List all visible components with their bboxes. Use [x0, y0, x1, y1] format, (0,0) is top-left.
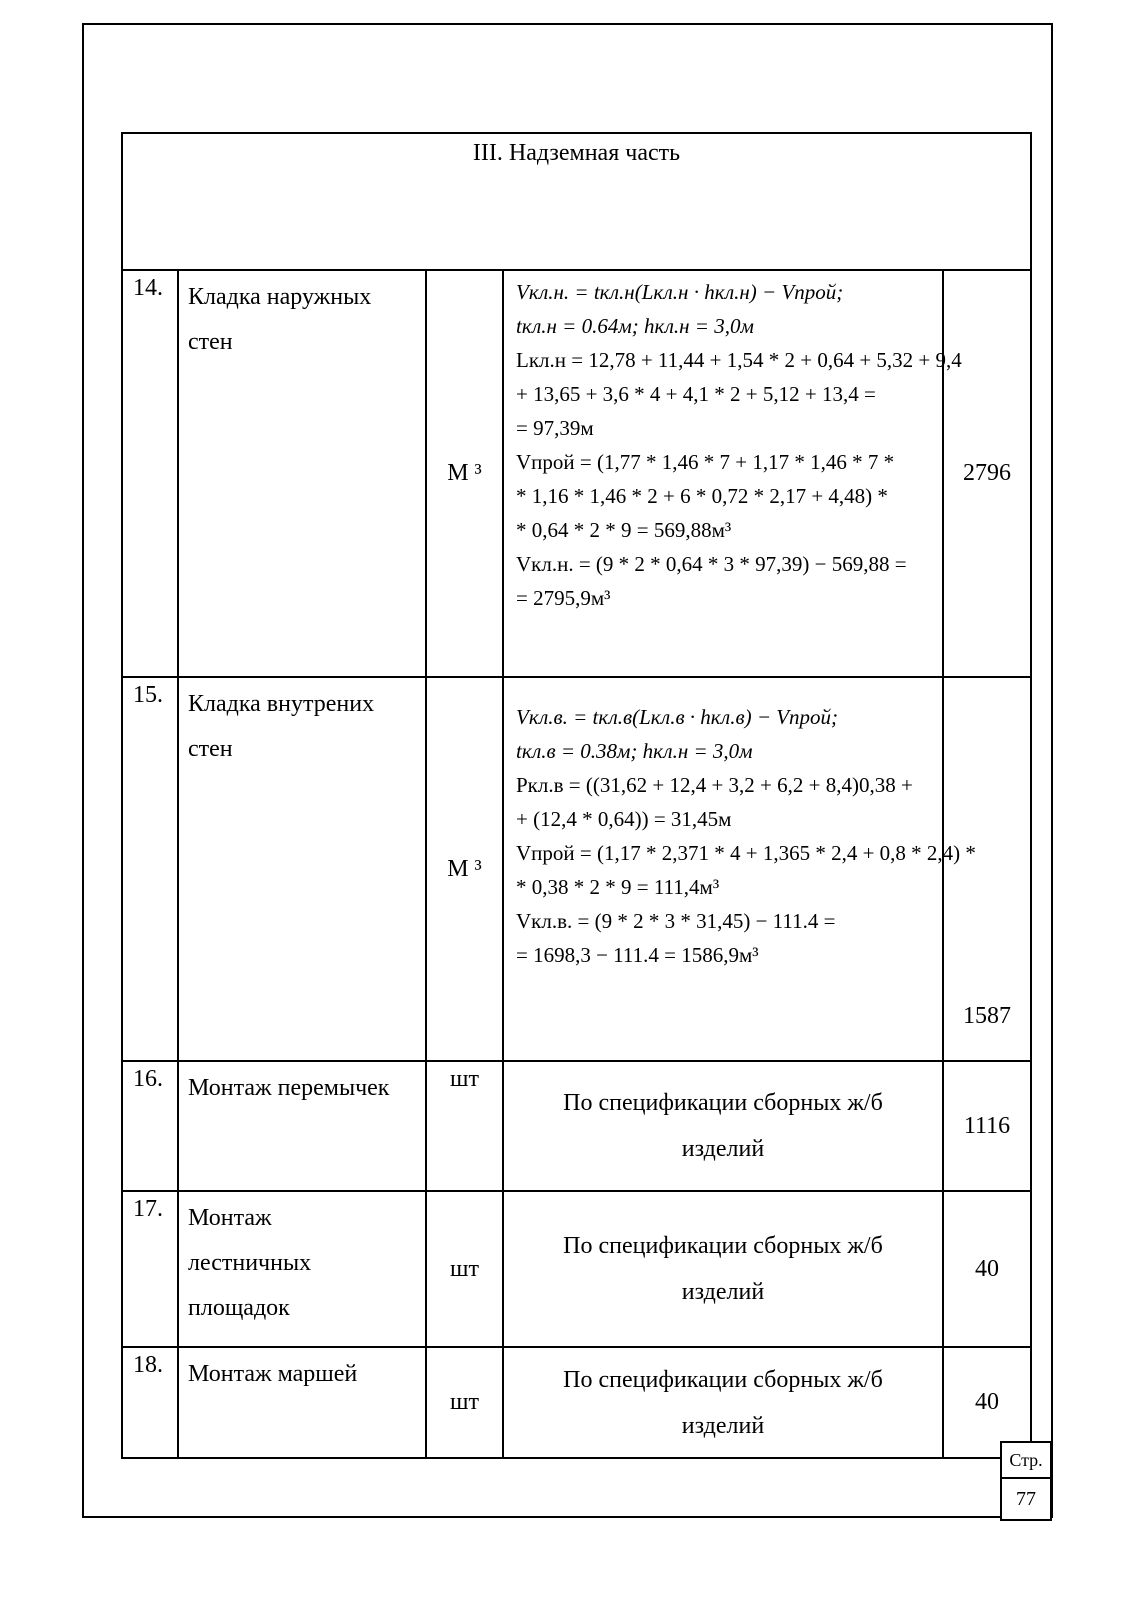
- work-name: [178, 677, 426, 1061]
- quantity-cell: 2796: [943, 270, 1031, 677]
- work-name-line: Монтаж перемычек: [188, 1075, 390, 1101]
- row-number: 15.: [122, 677, 178, 1061]
- page-number-stamp: [1000, 1441, 1052, 1521]
- specification-cell: [503, 1347, 943, 1458]
- work-name-line: Кладка наружных: [188, 284, 372, 310]
- row-number: 18.: [122, 1347, 178, 1458]
- quantity-cell: 40: [943, 1191, 1031, 1347]
- row-number: 16.: [122, 1061, 178, 1191]
- formula-line: + 13,65 + 3,6 * 4 + 4,1 * 2 + 5,12 + 13,4 =: [516, 382, 876, 406]
- spec-line: изделий: [681, 1279, 765, 1305]
- work-name-line: Монтаж маршей: [188, 1361, 358, 1387]
- spec-line: По спецификации сборных ж/б: [563, 1090, 883, 1116]
- formula-line: Pкл.в = ((31,62 + 12,4 + 3,2 + 6,2 + 8,4)0,38 +: [516, 773, 913, 797]
- work-name-line: Монтаж: [188, 1205, 272, 1231]
- formula-line: Vпрой = (1,17 * 2,371 * 4 + 1,365 * 2,4 + 0,8 * 2,4) *: [516, 841, 976, 865]
- formula-line: Vкл.в. = tкл.в(Lкл.в · hкл.в) − Vпрой;: [516, 705, 839, 729]
- work-name-line: лестничных: [188, 1250, 312, 1276]
- spec-line: По спецификации сборных ж/б: [563, 1366, 883, 1393]
- table-row: [122, 1061, 1031, 1191]
- unit-cell: М ³: [426, 677, 503, 1061]
- formula-line: * 0,64 * 2 * 9 = 569,88м³: [516, 518, 732, 542]
- table-row: [122, 270, 1031, 677]
- table-row: [122, 677, 1031, 1061]
- page-label: Стр.: [1002, 1443, 1050, 1479]
- formula-line: = 2795,9м³: [516, 586, 611, 610]
- formula-line: Lкл.н = 12,78 + 11,44 + 1,54 * 2 + 0,64 + 5,32 + 9,4: [516, 348, 962, 372]
- section-header-row: [122, 133, 1031, 270]
- formula-line: Vпрой = (1,77 * 1,46 * 7 + 1,17 * 1,46 * 7 *: [516, 450, 895, 474]
- specification-cell: [503, 1191, 943, 1347]
- formula-line: Vкл.в. = (9 * 2 * 3 * 31,45) − 111.4 =: [516, 909, 836, 933]
- formula-line: * 0,38 * 2 * 9 = 111,4м³: [516, 875, 720, 899]
- work-name-line: площадок: [188, 1295, 290, 1321]
- unit-cell: шт: [426, 1061, 503, 1191]
- formula-line: tкл.в = 0.38м; hкл.н = 3,0м: [516, 739, 753, 763]
- calculation-cell: [503, 270, 962, 677]
- specification-cell: [503, 1061, 943, 1191]
- work-name: [178, 1191, 426, 1347]
- formula-line: tкл.н = 0.64м; hкл.н = 3,0м: [516, 314, 754, 338]
- formula-line: = 97,39м: [516, 416, 594, 440]
- unit-cell: шт: [426, 1191, 503, 1347]
- spec-line: По спецификации сборных ж/б: [563, 1233, 883, 1259]
- row-number: 14.: [122, 270, 178, 677]
- volume-table: [121, 132, 1032, 1459]
- calculation-cell: [503, 677, 976, 1061]
- quantity-cell: 1587: [943, 677, 1031, 1061]
- spec-line: изделий: [681, 1136, 765, 1162]
- row-number: 17.: [122, 1191, 178, 1347]
- unit-cell: М ³: [426, 270, 503, 677]
- page-number: 77: [1016, 1487, 1036, 1510]
- formula-line: = 1698,3 − 111.4 = 1586,9м³: [516, 943, 759, 967]
- formula-line: + (12,4 * 0,64)) = 31,45м: [516, 807, 732, 831]
- work-name: [178, 1061, 426, 1191]
- quantity-cell: 1116: [943, 1061, 1031, 1191]
- table-row: [122, 1191, 1031, 1347]
- work-name: [178, 1347, 426, 1458]
- table-row: [122, 1347, 1031, 1458]
- formula-line: Vкл.н. = (9 * 2 * 0,64 * 3 * 97,39) − 569,88 =: [516, 552, 907, 576]
- work-name-line: Кладка внутрених: [188, 691, 375, 717]
- work-name: [178, 270, 426, 677]
- quantity-cell: 40: [943, 1347, 1031, 1458]
- work-name-line: стен: [188, 736, 233, 762]
- section-title: III. Надземная часть: [122, 133, 1031, 270]
- spec-line: изделий: [681, 1412, 765, 1439]
- formula-line: * 1,16 * 1,46 * 2 + 6 * 0,72 * 2,17 + 4,48) *: [516, 484, 888, 508]
- work-name-line: стен: [188, 329, 233, 355]
- formula-line: Vкл.н. = tкл.н(Lкл.н · hкл.н) − Vпрой;: [516, 280, 844, 304]
- unit-cell: шт: [426, 1347, 503, 1458]
